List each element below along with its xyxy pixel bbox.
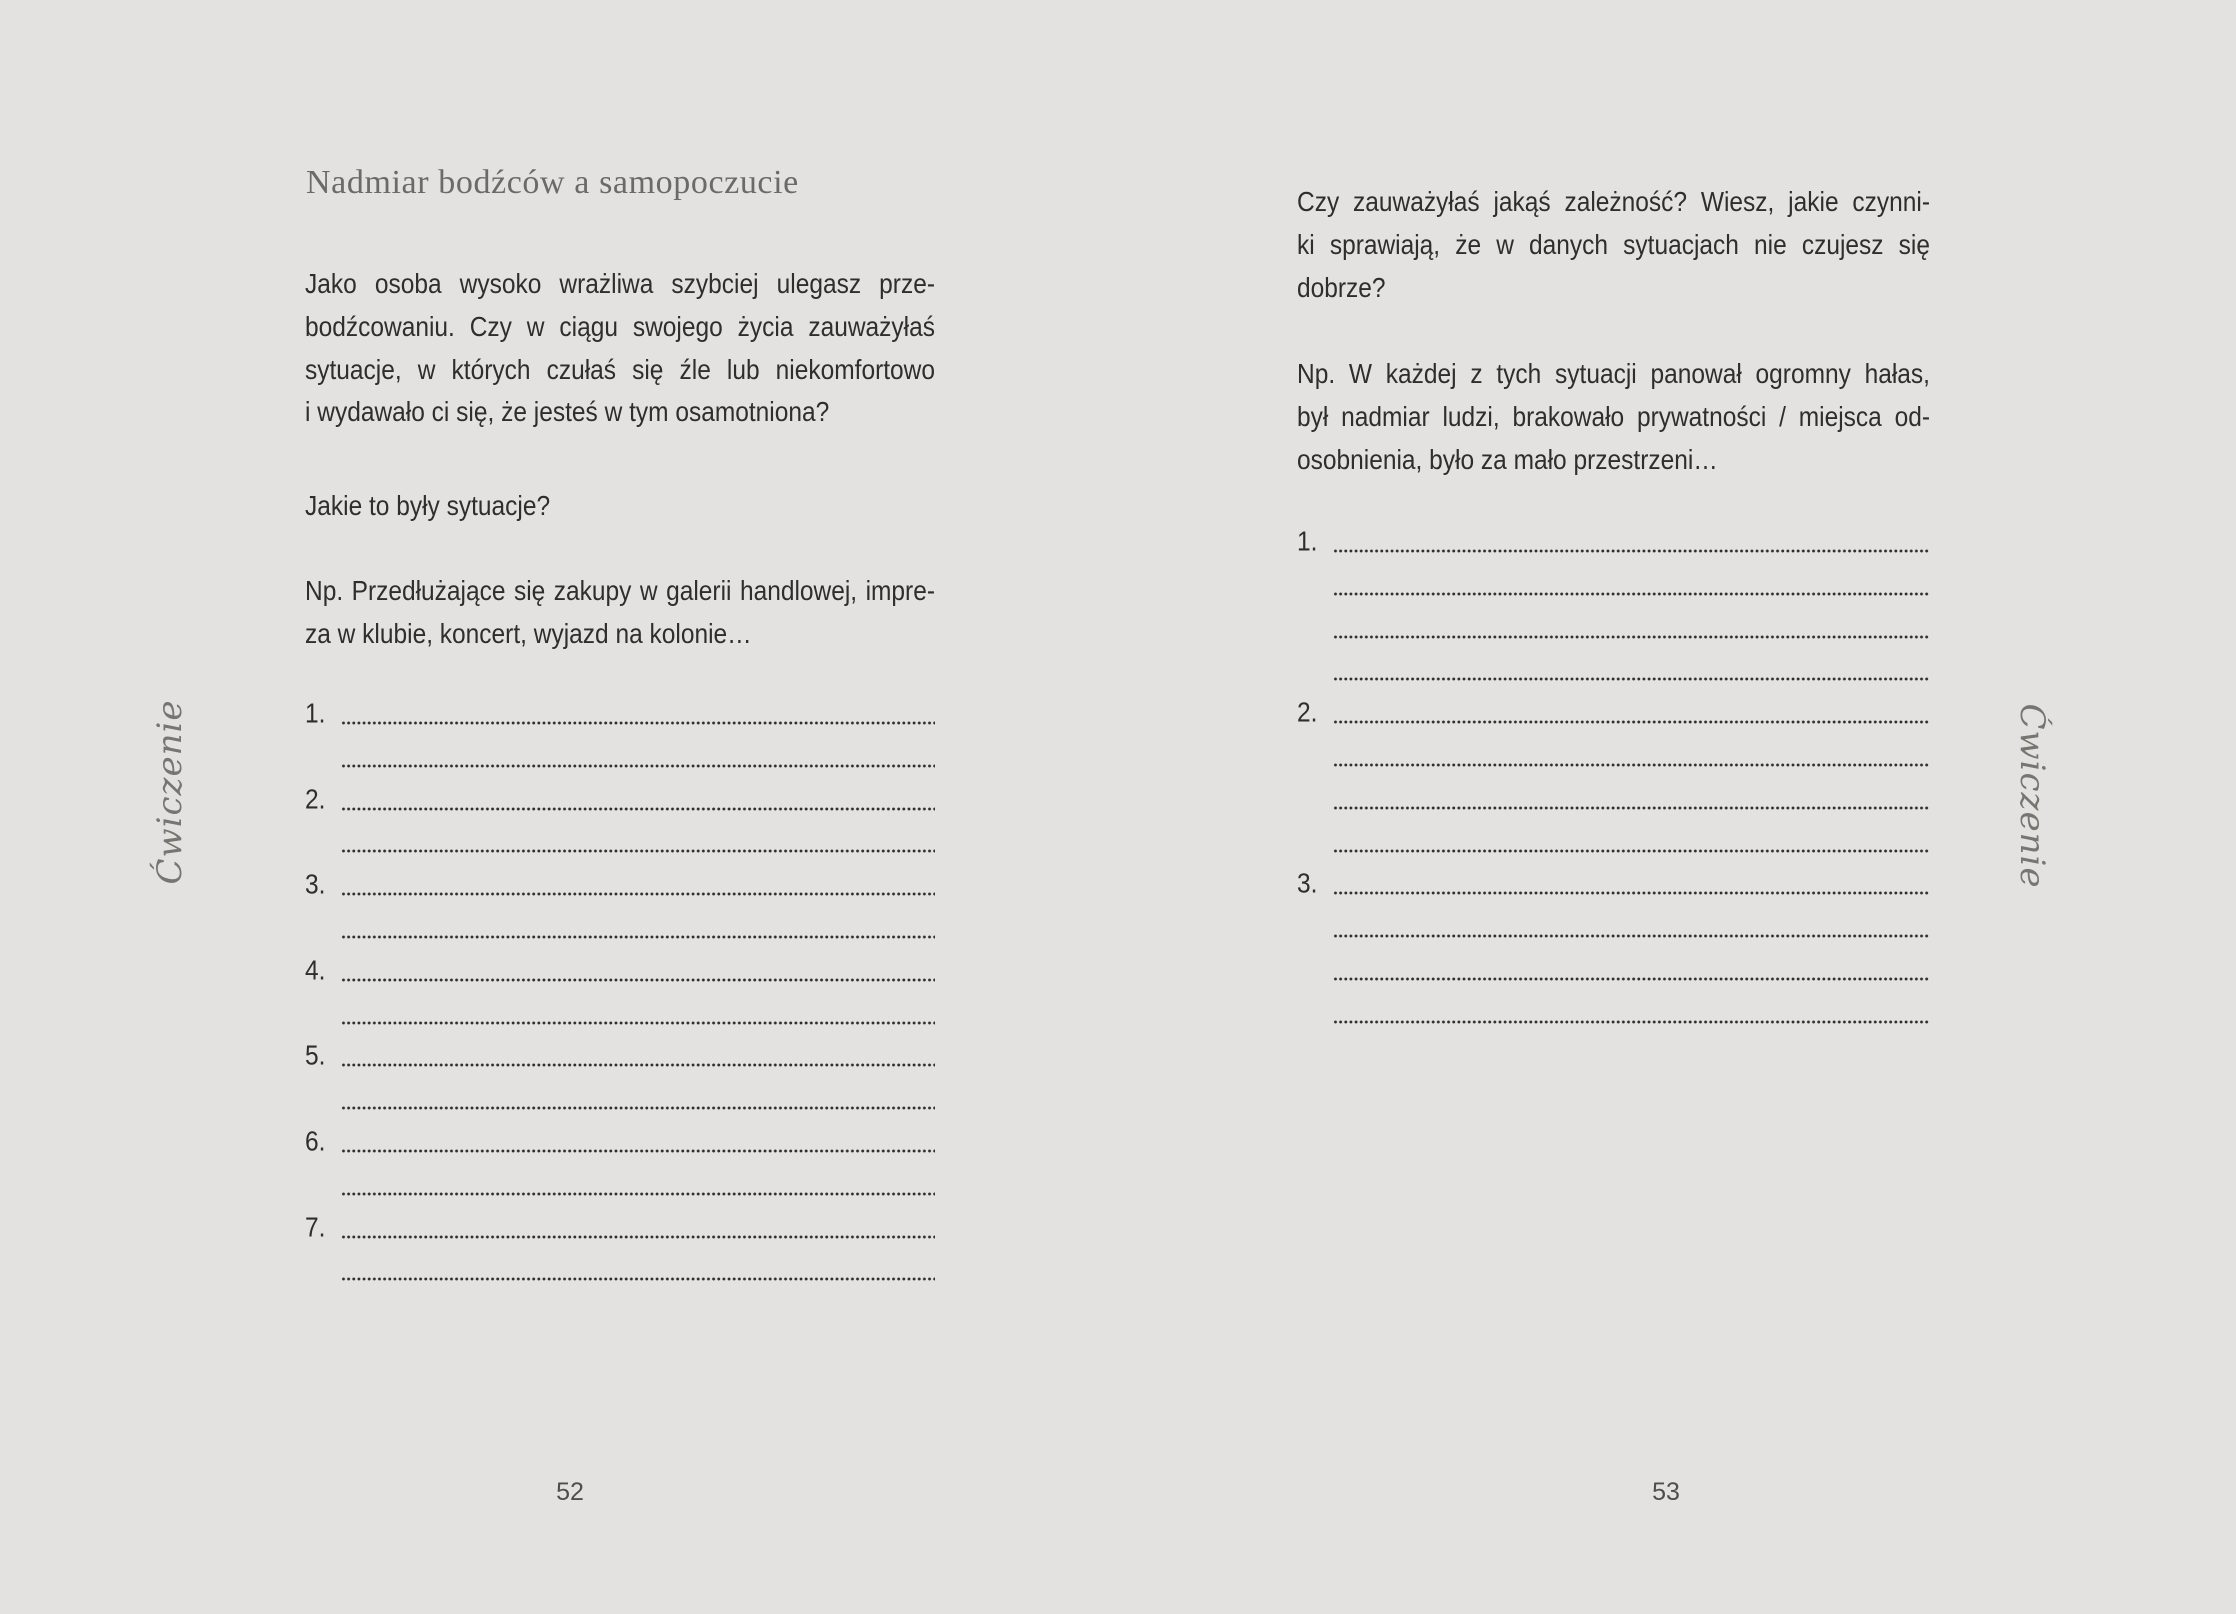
answer-list-left [305,700,935,1299]
answer-dotted-line [341,806,935,812]
list-item-number: 3. [1297,868,1318,900]
answer-continuation-row [1297,999,1930,1042]
margin-exercise-label-left: Ćwiczenie [150,699,190,885]
text-line: osobnienia, było za mało przestrzeni… [1297,444,1718,476]
answer-dotted-line [1333,762,1930,768]
answer-continuation-row [1297,956,1930,999]
list-item-number: 1. [1297,526,1318,558]
answer-item-start-row [1297,699,1930,742]
answer-dotted-line [1333,591,1930,597]
answer-dotted-line [341,1105,935,1111]
text-line: dobrze? [1297,272,1386,304]
list-item-number: 3. [305,869,326,901]
text-line: za w klubie, koncert, wyjazd na kolonie… [305,618,752,650]
page-number-right: 53 [1652,1478,1680,1506]
answer-dotted-line [1333,805,1930,811]
text-line: bodźcowaniu. Czy w ciągu swojego życia zauważyłaś [305,311,935,343]
answer-item-start-row [305,700,935,743]
answer-dotted-line [341,891,935,897]
text-line: Np. W każdej z tych sytuacji panował ogromny hałas, [1297,358,1930,390]
intro-paragraph [305,264,935,435]
answer-continuation-row [305,828,935,871]
answer-dotted-line [341,1062,935,1068]
answer-item-start-row [305,1128,935,1171]
answer-continuation-row [1297,785,1930,828]
answer-continuation-row [305,1171,935,1214]
answer-item-start-row [305,1211,935,1257]
answer-dotted-line [341,977,935,983]
text-line: Jako osoba wysoko wrażliwa szybciej ulegasz prze- [305,268,935,300]
answer-continuation-row [305,914,935,957]
text-line: był nadmiar ludzi, brakowało prywatności / miejsca od- [1297,401,1930,433]
margin-exercise-label-right: Ćwiczenie [2012,703,2052,889]
answer-continuation-row [1297,656,1930,699]
section-title: Nadmiar bodźców a samopoczucie [306,164,799,201]
question-line: Jakie to były sytuacje? [305,490,551,522]
answer-item-start-row [305,871,935,914]
example-paragraph [1297,354,1930,482]
answer-continuation-row [305,743,935,786]
answer-continuation-row [305,1256,935,1299]
answer-item-start-row [1297,870,1930,913]
question-paragraph [1297,182,1930,310]
answer-dotted-line [341,1191,935,1197]
text-line: Czy zauważyłaś jakąś zależność? Wiesz, jakie czynni- [1297,186,1930,218]
answer-continuation-row [305,1000,935,1043]
answer-continuation-row [1297,913,1930,956]
answer-continuation-row [1297,742,1930,785]
answer-dotted-line [341,763,935,769]
answer-dotted-line [341,1234,935,1240]
answer-dotted-line [341,934,935,940]
example-paragraph [305,571,935,657]
answer-dotted-line [1333,1019,1930,1025]
list-item-number: 1. [305,698,326,730]
answer-continuation-row [1297,614,1930,657]
answer-dotted-line [1333,548,1930,554]
answer-continuation-row [1297,828,1930,871]
answer-dotted-line [341,720,935,726]
answer-dotted-line [1333,976,1930,982]
answer-dotted-line [1333,719,1930,725]
answer-item-start-row [305,1042,935,1085]
answer-list-right [1297,528,1930,1042]
answer-item-start-row [305,957,935,1000]
list-item-number: 7. [305,1211,326,1243]
text-line: sytuacje, w których czułaś się źle lub niekomfortowo [305,354,935,386]
text-line: i wydawało ci się, że jesteś w tym osamotniona? [305,397,830,429]
list-item-number: 2. [305,783,326,815]
answer-item-start-row [1297,528,1930,571]
answer-dotted-line [1333,634,1930,640]
answer-dotted-line [341,848,935,854]
answer-dotted-line [1333,933,1930,939]
answer-dotted-line [1333,890,1930,896]
list-item-number: 6. [305,1126,326,1158]
answer-continuation-row [1297,571,1930,614]
text-line: ki sprawiają, że w danych sytuacjach nie czujesz się [1297,229,1930,261]
list-item-number: 5. [305,1040,326,1072]
text-line: Np. Przedłużające się zakupy w galerii handlowej, impre- [305,575,935,607]
list-item-number: 2. [1297,697,1318,729]
answer-dotted-line [341,1148,935,1154]
answer-dotted-line [1333,848,1930,854]
answer-item-start-row [305,783,935,829]
list-item-number: 4. [305,955,326,987]
page-number-left: 52 [556,1478,584,1506]
answer-dotted-line [1333,676,1930,682]
answer-dotted-line [341,1020,935,1026]
answer-dotted-line [341,1276,935,1282]
answer-continuation-row [305,1085,935,1128]
